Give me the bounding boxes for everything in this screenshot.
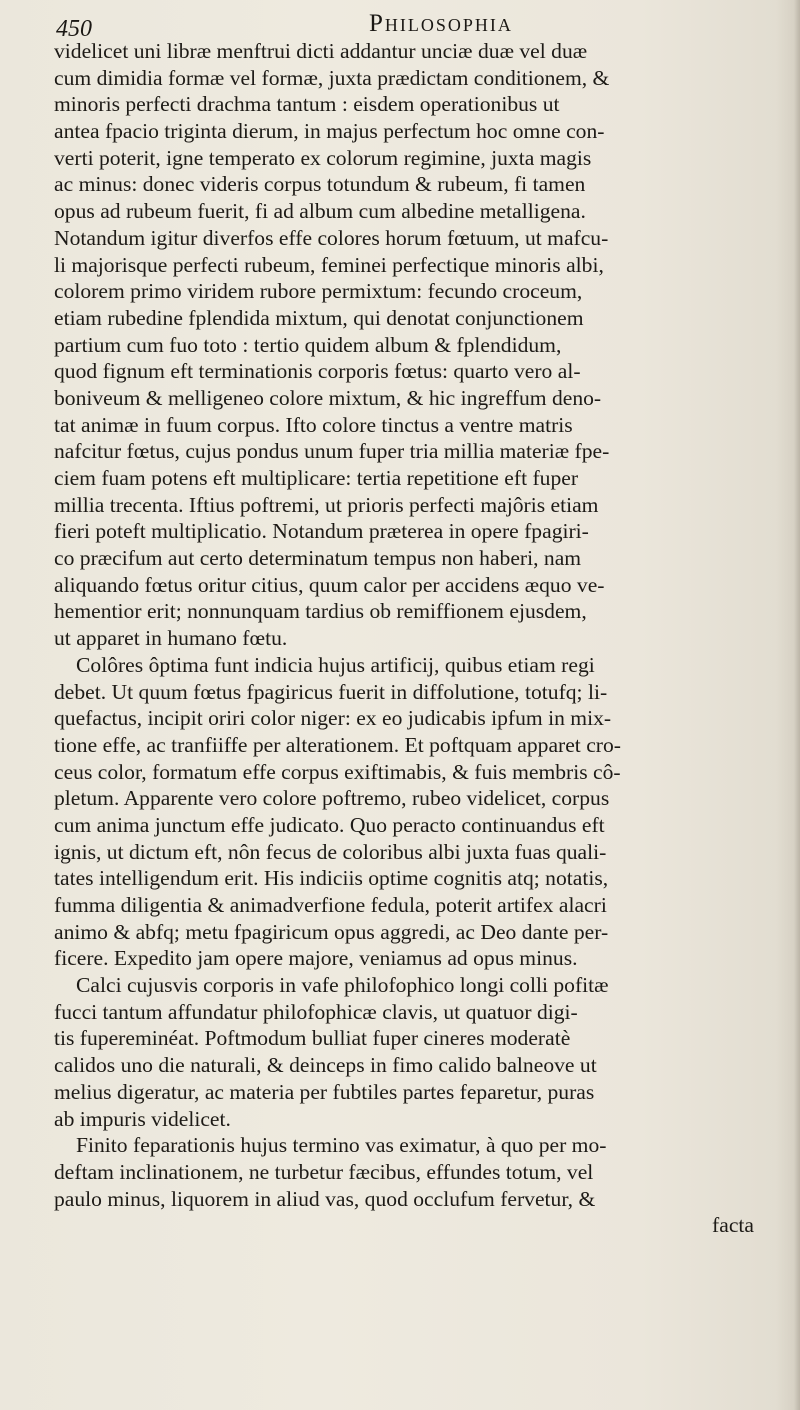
text-line: animo & abfq; metu fpagiricum opus aggredi, ac Deo dante per- [54, 919, 609, 944]
text-line: minoris perfecti drachma tantum : eisdem operationibus ut [54, 92, 560, 117]
text-line: tione effe, ac tranfiiffe per alterationem. Et poftquam apparet cro- [54, 732, 621, 757]
running-head: Philosophia [369, 10, 513, 37]
text-line: partium cum fuo toto : tertio quidem album & fplendidum, [54, 332, 562, 357]
text-line: boniveum & melligeneo colore mixtum, & hic ingreffum deno- [54, 385, 602, 410]
text-line: opus ad rubeum fuerit, fi ad album cum albedine metalligena. [54, 199, 586, 224]
page-header [54, 8, 754, 42]
text-line: ceus color, formatum effe corpus exiftimabis, & fuis membris cô- [54, 759, 621, 784]
text-line: cum dimidia formæ vel formæ, juxta prædictam conditionem, & [54, 65, 610, 90]
text-line: antea fpacio triginta dierum, in majus perfectum hoc omne con- [54, 119, 605, 144]
text-line: paulo minus, liquorem in aliud vas, quod occlufum fervetur, & [54, 1186, 596, 1211]
text-line: li majorisque perfecti rubeum, feminei perfectique minoris albi, [54, 252, 604, 277]
text-line: colorem primo viridem rubore permixtum: fecundo croceum, [54, 279, 583, 304]
text-line: co præcifum aut certo determinatum tempus non haberi, nam [54, 546, 582, 571]
text-line: deftam inclinationem, ne turbetur fæcibus, effundes totum, vel [54, 1159, 594, 1184]
text-line: calidos uno die naturali, & deinceps in fimo calido balneove ut [54, 1053, 597, 1078]
text-line: quod fignum eft terminationis corporis fœtus: quarto vero al- [54, 359, 581, 384]
body-text [54, 38, 794, 1239]
text-line: quefactus, incipit oriri color niger: ex eo judicabis ipfum in mix- [54, 706, 612, 731]
text-line: fucci tantum affundatur philofophicæ clavis, ut quatuor digi- [54, 999, 578, 1024]
text-line: melius digeratur, ac materia per fubtiles partes feparetur, puras [54, 1079, 595, 1104]
text-line: ficere. Expedito jam opere majore, veniamus ad opus minus. [54, 946, 578, 971]
text-line: verti poterit, igne temperato ex colorum regimine, juxta magis [54, 145, 592, 170]
text-line: ab impuris videlicet. [54, 1106, 231, 1131]
paragraph-start-line: Calci cujusvis corporis in vafe philofophico longi colli pofitæ [76, 973, 609, 998]
text-line: cum anima junctum effe judicato. Quo peracto continuandus eft [54, 812, 605, 837]
text-line: fumma diligentia & animadverfione fedula, poterit artifex alacri [54, 893, 607, 917]
text-line: ut apparet in humano fœtu. [54, 626, 288, 651]
text-line: tat animæ in fuum corpus. Ifto colore tinctus a ventre matris [54, 412, 573, 437]
text-line: ignis, ut dictum eft, nôn fecus de coloribus albi juxta fuas quali- [54, 839, 607, 864]
text-line: millia trecenta. Iftius poftremi, ut prioris perfecti majôris etiam [54, 492, 599, 517]
text-line: ac minus: donec videris corpus totundum & rubeum, fi tamen [54, 172, 586, 197]
text-line: tates intelligendum erit. His indiciis optime cognitis atq; notatis, [54, 866, 609, 891]
text-line: videlicet uni libræ menftrui dicti addantur unciæ duæ vel duæ [54, 39, 588, 63]
paragraph-start-line: Colôres ôptima funt indicia hujus artificij, quibus etiam regi [76, 652, 595, 677]
text-line: aliquando fœtus oritur citius, quum calor per accidens æquo ve- [54, 572, 605, 597]
text-line: ciem fuam potens eft multiplicare: tertia repetitione eft fuper [54, 466, 579, 490]
text-line: pletum. Apparente vero colore poftremo, rubeo videlicet, corpus [54, 786, 610, 811]
text-line: Notandum igitur diverfos effe colores horum fœtuum, ut mafcu- [54, 225, 609, 250]
text-line: hementior erit; nonnunquam tardius ob remiffionem ejusdem, [54, 599, 587, 624]
text-line: tis fupereminéat. Poftmodum bulliat fuper cineres moderatè [54, 1026, 571, 1051]
page-number: 450 [56, 16, 92, 42]
text-line: fieri poteft multiplicatio. Notandum præterea in opere fpagiri- [54, 519, 589, 544]
paragraph-start-line: Finito feparationis hujus termino vas eximatur, à quo per mo- [76, 1133, 607, 1158]
text-line: debet. Ut quum fœtus fpagiricus fuerit in diffolutione, totufq; li- [54, 679, 608, 704]
page-edge-shadow [794, 0, 800, 1410]
text-line: nafcitur fœtus, cujus pondus unum fuper tria millia materiæ fpe- [54, 439, 610, 464]
catchword: facta [712, 1213, 754, 1238]
text-line: etiam rubedine fplendida mixtum, qui denotat conjunctionem [54, 305, 584, 330]
